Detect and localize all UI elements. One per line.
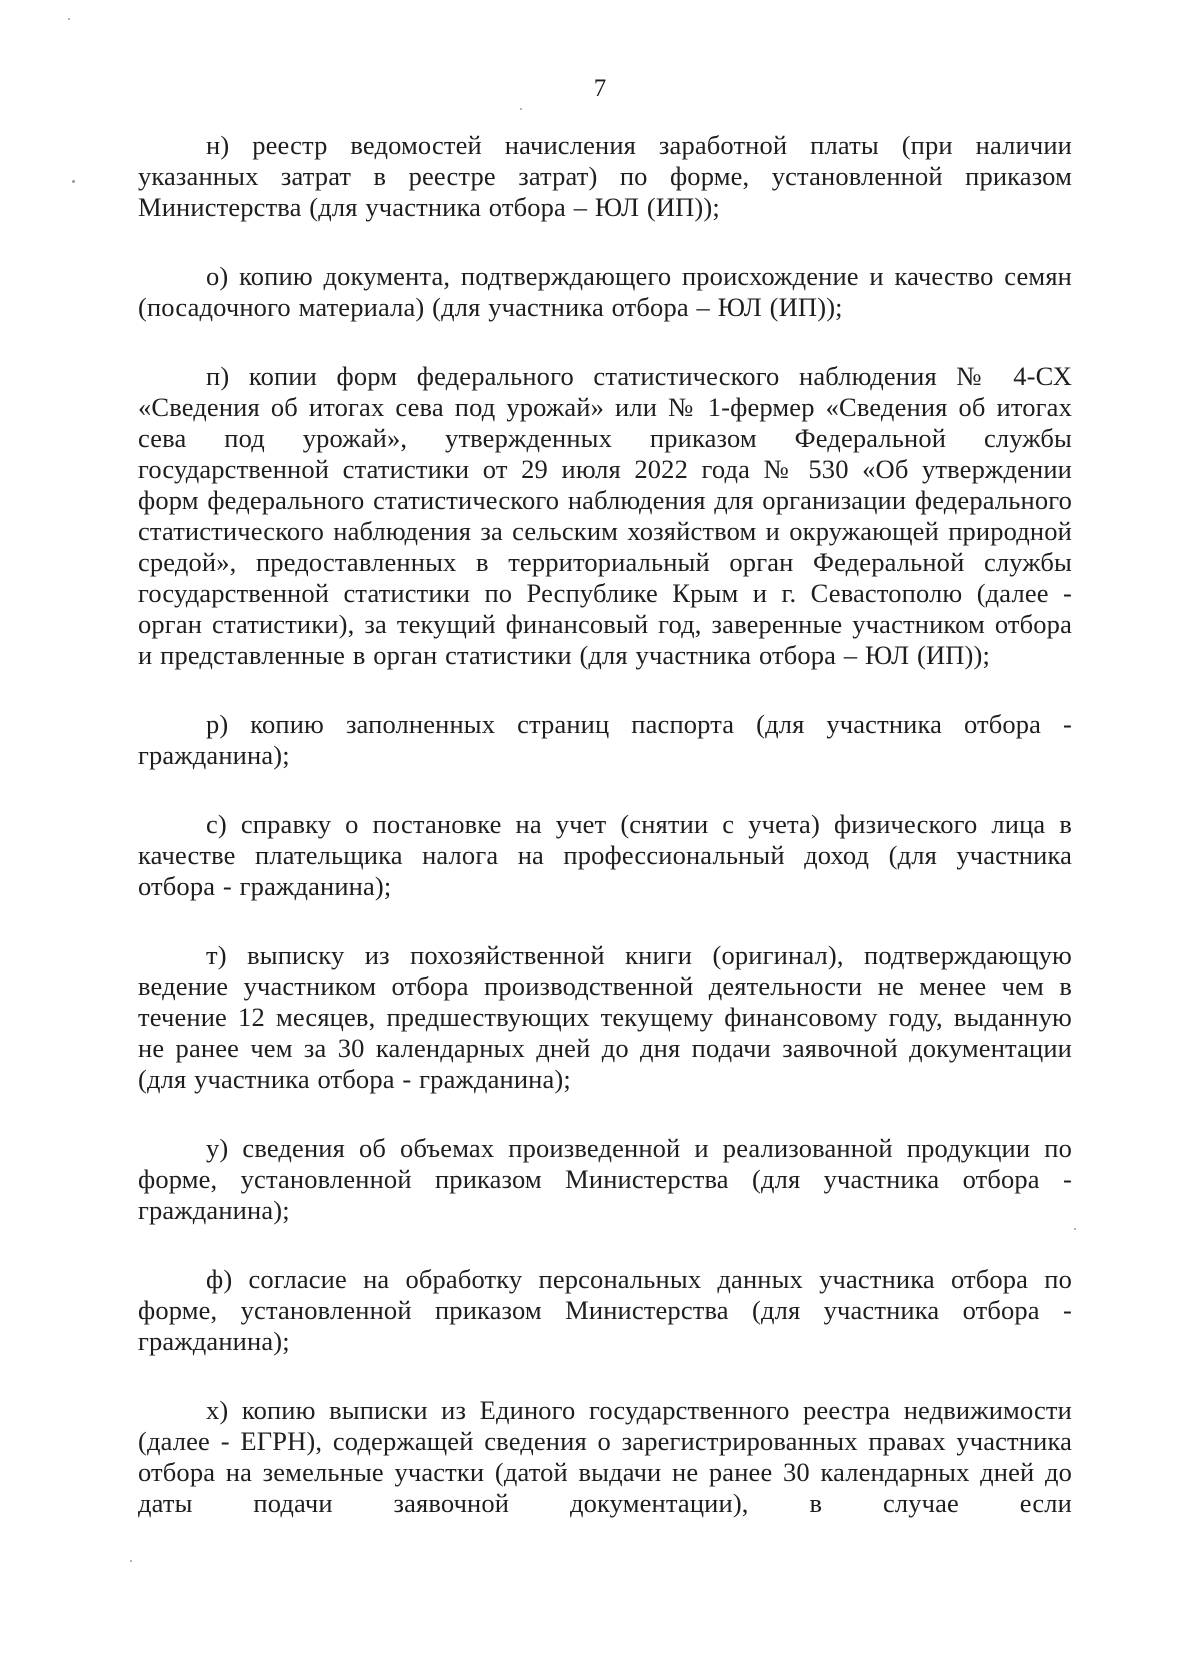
paragraph-f: ф) согласие на обработку персональных данных участника отбора по форме, установленной приказом Министерства (для участника отбора - гражданина); xyxy=(138,1264,1072,1356)
document-body xyxy=(138,130,1072,1519)
paragraph-s: с) справку о постановке на учет (снятии с учета) физического лица в качестве плательщика налога на профессиональный доход (для участника отбора - гражданина); xyxy=(138,809,1072,901)
scan-speck xyxy=(1074,1228,1076,1230)
paragraph-n: н) реестр ведомостей начисления заработной платы (при наличии указанных затрат в реестре затрат) по форме, установленной приказом Министерства (для участника отбора – ЮЛ (ИП)); xyxy=(138,130,1072,222)
scan-speck xyxy=(520,108,522,110)
scan-speck xyxy=(72,180,75,183)
paragraph-kh: х) копию выписки из Единого государственного реестра недвижимости (далее - ЕГРН), содержащей сведения о зарегистрированных правах участника отбора на земельные участки (датой выдачи не ранее 30 календарных дней до даты подачи заявочной документации), в случае если xyxy=(138,1395,1072,1518)
paragraph-u: у) сведения об объемах произведенной и реализованной продукции по форме, установленной приказом Министерства (для участника отбора - гражданина); xyxy=(138,1133,1072,1225)
scan-speck xyxy=(130,1560,132,1562)
page-number: 7 xyxy=(593,75,607,102)
scan-speck xyxy=(68,18,70,20)
paragraph-p: п) копии форм федерального статистического наблюдения № 4-СХ «Сведения об итогах сева под урожай» или № 1-фермер «Сведения об итогах сева под урожай», утвержденных приказом Федеральной службы государственной статистики от 29 июля 2022 года № 530 «Об утверждении форм федерального статистического наблюдения для организации федерального статистического наблюдения за сельским хозяйством и окружающей природной средой», предоставленных в территориальный орган Федеральной службы государственной статистики по Республике Крым и г. Севастополю (далее - орган статистики), за текущий финансовый год, заверенные участником отбора и представленные в орган статистики (для участника отбора – ЮЛ (ИП)); xyxy=(138,361,1072,670)
paragraph-o: о) копию документа, подтверждающего происхождение и качество семян (посадочного материала) (для участника отбора – ЮЛ (ИП)); xyxy=(138,261,1072,322)
paragraph-r: р) копию заполненных страниц паспорта (для участника отбора - гражданина); xyxy=(138,709,1072,770)
paragraph-t: т) выписку из похозяйственной книги (оригинал), подтверждающую ведение участником отбора производственной деятельности не менее чем в течение 12 месяцев, предшествующих текущему финансовому году, выданную не ранее чем за 30 календарных дней до дня подачи заявочной документации (для участника отбора - гражданина); xyxy=(138,940,1072,1094)
